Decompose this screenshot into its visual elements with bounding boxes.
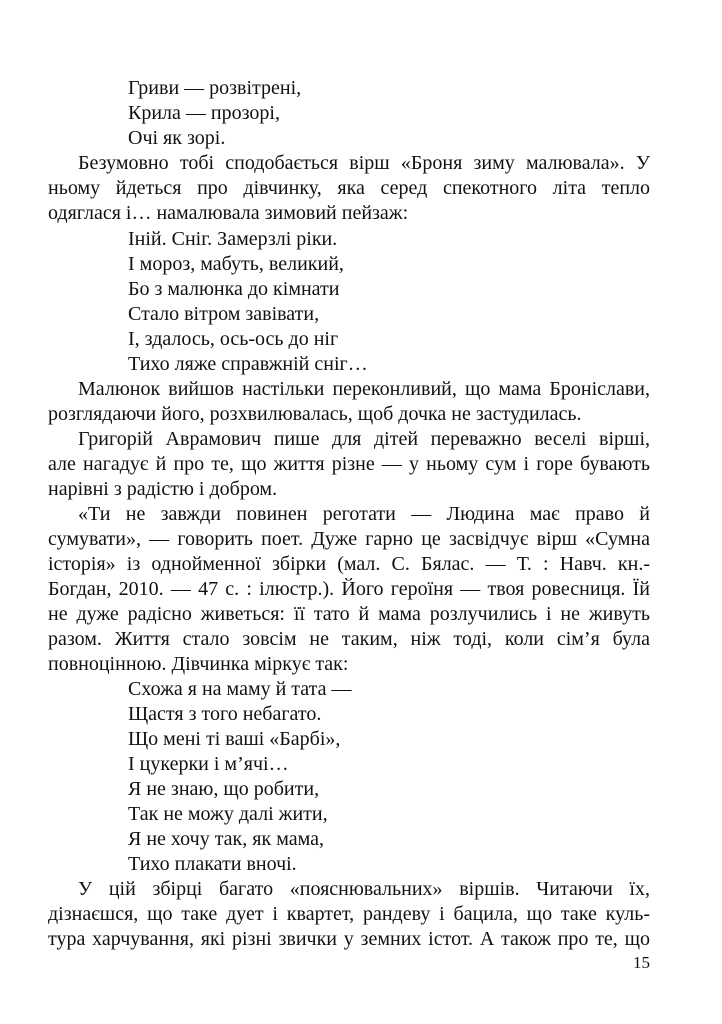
paragraph-line: розглядаючи його, розхвилювалась, щоб дочка не застудилась. [48, 403, 582, 425]
paragraph-line: Безумовно тобі сподобається вірш «Броня зиму малювала». У [78, 152, 650, 174]
paragraph-line: «Ти не завжди повинен реготати — Людина має право й [78, 503, 650, 525]
verse-line: Тихо плакати вночі. [128, 853, 297, 875]
paragraph-line: Малюнок вийшов настільки переконливий, що мама Броніслави, [78, 378, 650, 400]
paragraph-line: Богдан, 2010. — 47 с. : ілюстр.). Його героїня — твоя ровесниця. Їй [48, 578, 650, 600]
page-number: 15 [633, 953, 650, 972]
paragraph-line: Григорій Аврамович пише для дітей переважно веселі вірші, [78, 428, 650, 450]
verse-line: Що мені ті ваші «Барбі», [128, 728, 341, 750]
paragraph-line: не дуже радісно живеться: її тато й мама розлучились і не живуть [48, 603, 650, 625]
paragraph-line: сумувати», — говорить поет. Дуже гарно це засвідчує вірш «Сумна [48, 528, 650, 550]
paragraph-line: У цій збірці багато «пояснювальних» віршів. Читаючи їх, [78, 878, 650, 900]
verse-line: Щастя з того небагато. [128, 703, 322, 725]
paragraph-line: разом. Життя стало зовсім не таким, ніж тоді, коли сім’я була [48, 628, 650, 650]
verse-line: Я не хочу так, як мама, [128, 828, 324, 850]
verse-line: Тихо ляже справжній сніг… [128, 353, 368, 375]
paragraph-line: одяглася і… намалювала зимовий пейзаж: [48, 202, 409, 224]
verse-line: І цукерки і м’ячі… [128, 753, 289, 775]
verse-line: І, здалось, ось-ось до ніг [128, 328, 339, 350]
verse-line: Очі як зорі. [128, 127, 226, 149]
verse-line: Крила — прозорі, [128, 102, 280, 124]
verse-line: Бо з малюнка до кімнати [128, 278, 340, 300]
verse-line: Стало вітром завівати, [128, 303, 320, 325]
paragraph-line: але нагадує й про те, що життя різне — у ньому сум і горе бувають [48, 453, 650, 475]
paragraph-line: ньому йдеться про дівчинку, яка серед спекотного літа тепло [48, 177, 650, 199]
verse-line: Схожа я на маму й тата — [128, 678, 352, 700]
paragraph-line: дізнаєшся, що таке дует і квартет, рандеву і бацила, що таке куль- [48, 903, 650, 925]
paragraph-line: повноцінною. Дівчинка міркує так: [48, 653, 349, 675]
verse-line: Гриви — розвітрені, [128, 77, 302, 99]
verse-line: Я не знаю, що робити, [128, 778, 320, 800]
paragraph-line: історія» із однойменної збірки (мал. С. Бялас. — Т. : Навч. кн.- [48, 553, 650, 575]
paragraph-line: тура харчування, які різні звички у земних істот. А також про те, що [48, 928, 650, 950]
verse-line: І мороз, мабуть, великий, [128, 253, 344, 275]
verse-line: Іній. Сніг. Замерзлі ріки. [128, 228, 338, 250]
paragraph-line: нарівні з радістю і добром. [48, 478, 278, 500]
verse-line: Так не можу далі жити, [128, 803, 328, 825]
